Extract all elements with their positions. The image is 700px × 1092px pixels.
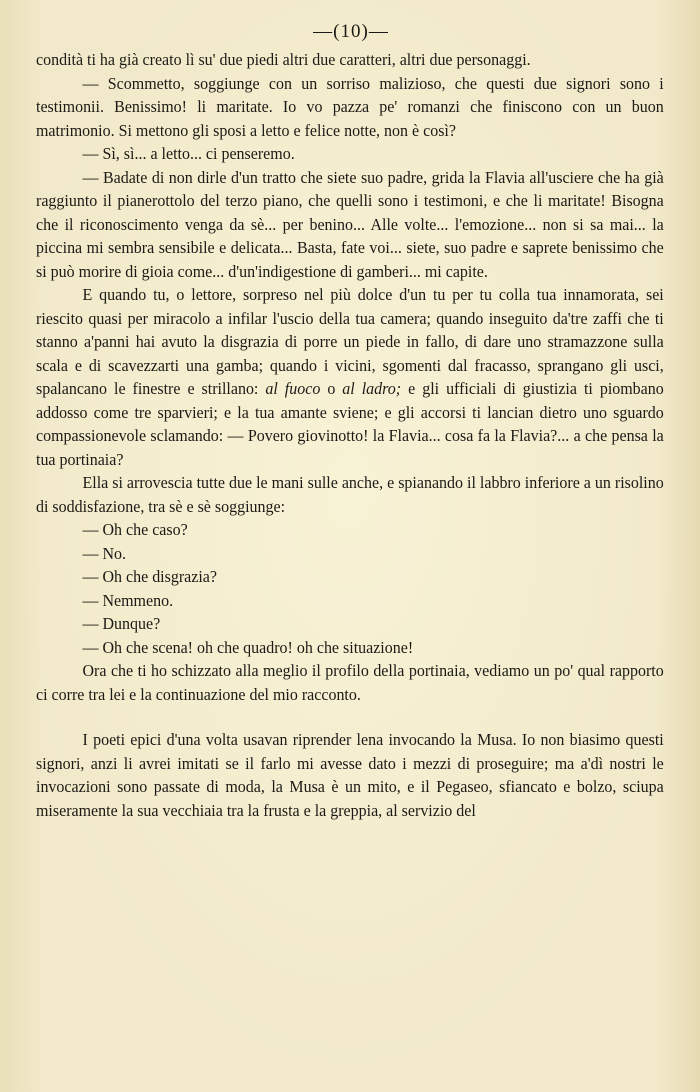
dialogue-line: — Nemmeno. (82, 590, 174, 610)
paragraph-lettore-text-1: E quando tu, o lettore, sorpreso nel più dolce d'un tu per tu colla tua innamorata, sei riescito quasi per miracolo a infilar l'uscio della tua camera; quando inseguito da'tre zaffi che ti stanno a'panni hai avuto la disgrazia di porre un piede in fallo, di dare uno stramazzone sulla scala e di scavezzarti una gamba; quando i vicini, sgomenti dal fracasso, sprangano gli usci, spalancano le finestre e strillano: (36, 285, 664, 398)
dialogue-line: — Oh che scena! oh che quadro! oh che situazione! (82, 637, 414, 657)
page-body (36, 48, 666, 822)
paragraph-portinaia-gesture: Ella si arrovescia tutte due le mani sulle anche, e spianando il labbro inferiore a un risolino di soddisfazione, tra sè e sè soggiunge: (36, 473, 664, 516)
page-number: —(10)— (313, 21, 389, 42)
paragraph-poeti-epici: I poeti epici d'una volta usavan riprender lena invocando la Musa. Io non biasimo questi signori, anzi li avrei imitati se il farlo mi avesse dato i mezzi di proseguire; ma a'dì nostri le invocazioni sono passate di moda, la Musa è un mito, e il Pegaseo, sfiancato e bolzo, sciupa miseramente la sua vecchiaia tra la frusta e la greppia, al servizio del (36, 730, 664, 820)
paragraph-profilo: Ora che ti ho schizzato alla meglio il profilo della portinaia, vediamo un po' qual rapporto ci corre tra lei e la continuazione del mio racconto. (36, 661, 664, 704)
dialogue-line: — Dunque? (82, 614, 161, 633)
dialogue-line: — Oh che caso? (82, 520, 188, 539)
paragraph-lettore (36, 283, 664, 471)
paragraph-flavia-dialogue-1: — Scommetto, soggiunge con un sorriso malizioso, che questi due signori sono i testimonii. Benissimo! li maritate. Io vo pazza pe' romanzi che finiscono con un buon matrimonio. Si mettono gli sposi a letto e felice notte, non è così? (36, 73, 664, 140)
paragraph-flavia-dialogue-2: — Badate di non dirle d'un tratto che siete suo padre, grida la Flavia all'usciere che ha già raggiunto il pianerottolo del terzo piano, che quelli sono i testimoni, e che li maritate! Bisogna che il riconoscimento venga da sè... per benino... Alle volte... l'emozione... non si sa mai... la piccina mi sembra sensibile e delicata... Basta, fate voi... siete, suo padre e saprete benissimo che si può morire di gioia come... d'un'indigestione di gamberi... mi capite. (36, 167, 664, 281)
section-gap (36, 706, 666, 728)
paragraph-continuation: condità ti ha già creato lì su' due piedi altri due caratteri, altri due personaggi. (36, 50, 531, 69)
paragraph-lettore-italic-fuoco: al fuoco (265, 379, 321, 398)
paragraph-usciere-reply: — Sì, sì... a letto... ci penseremo. (82, 144, 295, 163)
paragraph-lettore-text-2: o (320, 379, 343, 398)
paragraph-lettore-text-3: e gli ufficiali di giustizia ti piombano addosso come tre sparvieri; e la tua amante sviene; e gli accorsi ti lancian dietro uno sguardo compassionevole sclamando: — Povero giovinotto! la Flavia... cosa fa la Flavia?... a che pensa la tua portinaia? (36, 379, 664, 469)
paragraph-lettore-italic-ladro: al ladro; (342, 379, 402, 398)
dialogue-line: — Oh che disgrazia? (82, 567, 217, 586)
dialogue-line: — No. (82, 543, 127, 563)
